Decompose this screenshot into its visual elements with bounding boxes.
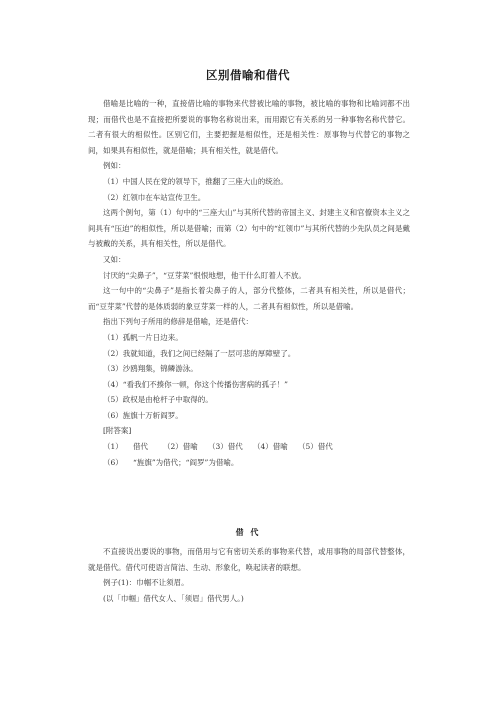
example-item: （1）中国人民在党的领导下，推翻了三座大山的统治。 bbox=[103, 176, 288, 186]
example1-label: 例子(1)：巾帼不让须眉。 bbox=[103, 578, 189, 588]
example1-note: (以「巾帼」借代女人、「须眉」借代男人。) bbox=[103, 593, 244, 603]
main-text bbox=[88, 96, 410, 470]
section-text bbox=[88, 544, 410, 606]
answer-cell: （5）借代 bbox=[298, 442, 333, 452]
another-analysis: 这一句中的“尖鼻子”是指长着尖鼻子的人，部分代整体，二者具有相关性，所以是借代；而“豆芽菜”代替的是体质弱的象豆芽菜一样的人，二者具有相似性，所以是借喻。 bbox=[88, 286, 410, 311]
answer-cell: “旌旗”为借代；“阎罗”为借喻。 bbox=[133, 457, 239, 467]
another-example: 讨厌的“尖鼻子”，“豆芽菜”恨恨地想，他干什么盯着人不放。 bbox=[103, 270, 306, 280]
intro-paragraph: 借喻是比喻的一种，直接借比喻的事物来代替被比喻的事物，被比喻的事物和比喻词都不出现；而借代也是不直接把所要说的事物名称说出来，而用跟它有关系的另一种事物名称代替它。二者有很大的相似性。区别它们，主要把握是相似性，还是相关性：原事物与代替它的事物之间，如果具有相似性，就是借喻；具有相关性，就是借代。 bbox=[88, 99, 410, 155]
exercise-prompt: 指出下列句子所用的修辞是借喻，还是借代： bbox=[103, 317, 253, 327]
answer-cell: （4）借喻 bbox=[253, 442, 288, 452]
answer-label: [附答案] bbox=[103, 426, 132, 436]
example-item: （2）红领巾在车站宣传卫生。 bbox=[103, 192, 206, 202]
definition-paragraph: 不直接说出要说的事物，而借用与它有密切关系的事物来代替，或用事物的局部代替整体，就是借代。借代可使语言简洁、生动、形象化，唤起读者的联想。 bbox=[88, 547, 410, 572]
answer-cell: （6） bbox=[103, 457, 123, 467]
another-label: 又如： bbox=[103, 254, 126, 264]
answer-cell: （3）借代 bbox=[208, 442, 243, 452]
analysis-paragraph: 这两个例句，第（1）句中的“三座大山”与其所代替的帝国主义、封建主义和官僚资本主义之间具有“压迫”的相似性，所以是借喻；而第（2）句中的“红领巾”与其所代替的少先队员之间是戴与被戴的关系，具有相关性，所以是借代。 bbox=[88, 208, 410, 249]
page-title: 区别借喻和借代 bbox=[206, 68, 290, 82]
exercise-item: （1）孤帆一片日边来。 bbox=[103, 332, 183, 342]
answer-row bbox=[88, 439, 410, 455]
answer-row bbox=[88, 455, 410, 471]
section-title: 借 代 bbox=[235, 528, 261, 537]
exercise-item: （4）“看我们不揍你一顿，你这个传播伤害病的孤子！” bbox=[103, 379, 288, 389]
answer-cell: （2）借喻 bbox=[163, 442, 198, 452]
exercise-item: （3）沙鸥翔集，锦鳞游泳。 bbox=[103, 364, 198, 374]
exercise-item: （2）我就知道，我们之间已经隔了一层可悲的厚障壁了。 bbox=[103, 348, 296, 358]
example-label: 例如： bbox=[103, 161, 126, 171]
exercise-item: （6）旌旗十万斩阎罗。 bbox=[103, 410, 183, 420]
answer-cell: 借代 bbox=[133, 442, 148, 452]
exercise-item: （5）政权是由枪杆子中取得的。 bbox=[103, 395, 213, 405]
answer-cell: （1） bbox=[103, 442, 123, 452]
